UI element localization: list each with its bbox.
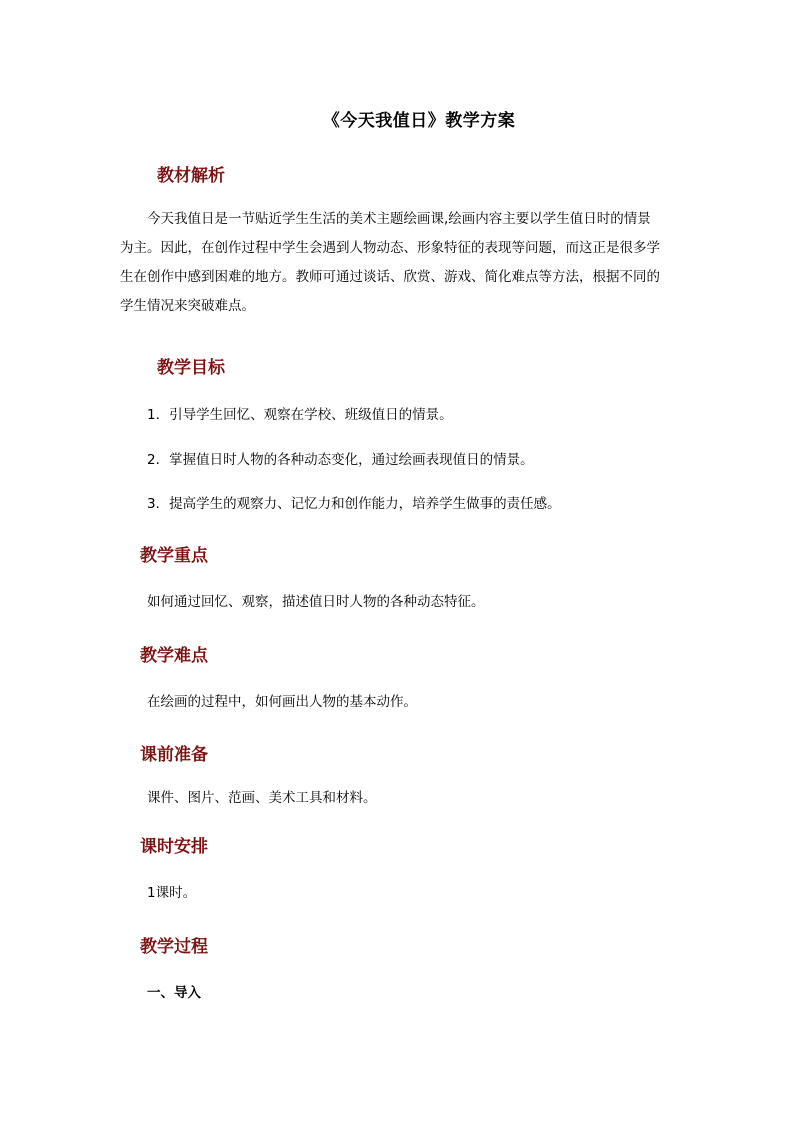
section-heading-preparation: 课前准备: [140, 745, 208, 765]
section-heading-teaching-goals: 教学目标: [157, 358, 225, 378]
key-points-text: 如何通过回忆、观察，描述值日时人物的各种动态特征。: [147, 594, 485, 610]
section-heading-teaching-process: 教学过程: [140, 937, 208, 957]
goal-item: 1．引导学生回忆、观察在学校、班级值日的情景。: [147, 407, 453, 423]
goal-item: 3．提高学生的观察力、记忆力和创作能力，培养学生做事的责任感。: [147, 496, 561, 512]
document-title: 《今天我值日》教学方案: [322, 111, 516, 131]
section-heading-textbook-analysis: 教材解析: [157, 166, 225, 186]
paragraph-line: 为主。因此，在创作过程中学生会遇到人物动态、形象特征的表现等问题，而这正是很多学: [120, 240, 660, 256]
process-subheading-introduction: 一、导入: [147, 985, 201, 1001]
paragraph-line: 今天我值日是一节贴近学生生活的美术主题绘画课,绘画内容主要以学生值日时的情景: [147, 211, 651, 227]
paragraph-line: 学生情况来突破难点。: [120, 298, 255, 314]
schedule-text: 1课时。: [147, 885, 197, 901]
difficulties-text: 在绘画的过程中，如何画出人物的基本动作。: [147, 694, 417, 710]
goal-item: 2．掌握值日时人物的各种动态变化，通过绘画表现值日的情景。: [147, 452, 534, 468]
textbook-analysis-paragraph: [120, 205, 680, 321]
section-heading-difficulties: 教学难点: [140, 646, 208, 666]
paragraph-line: 生在创作中感到困难的地方。教师可通过谈话、欣赏、游戏、简化难点等方法，根据不同的: [120, 269, 660, 285]
preparation-text: 课件、图片、范画、美术工具和材料。: [147, 790, 377, 806]
section-heading-schedule: 课时安排: [140, 837, 208, 857]
section-heading-key-points: 教学重点: [140, 546, 208, 566]
